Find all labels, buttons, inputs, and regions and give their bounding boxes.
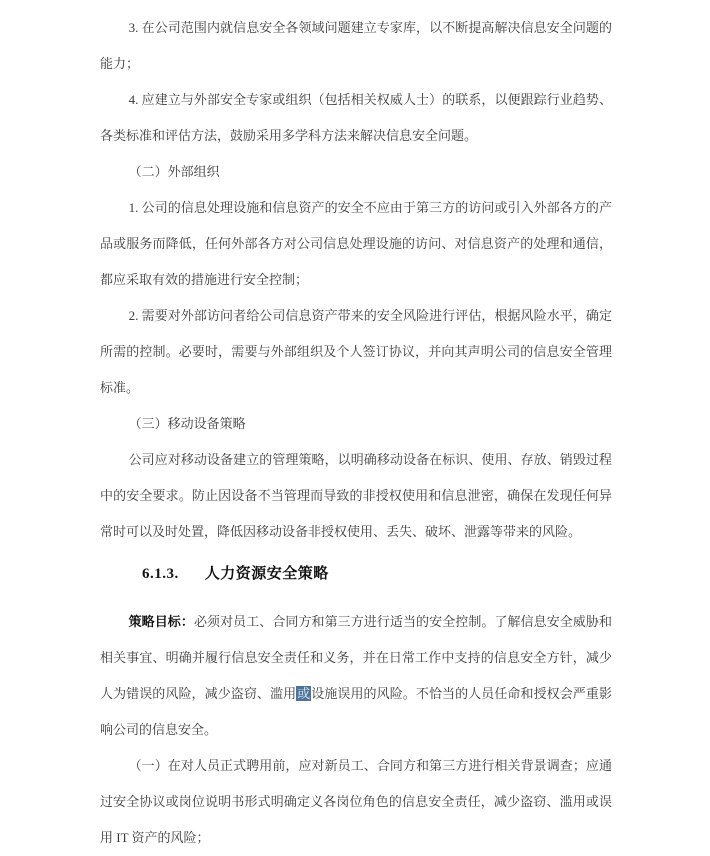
paragraph-strategy-goal — [100, 604, 612, 748]
subsection-label-mobile-device-policy: （三）移动设备策略 — [128, 416, 246, 431]
section-heading — [142, 556, 612, 592]
subsection-label-external-organization: （二）外部组织 — [128, 164, 220, 179]
paragraph-external-experts: 4. 应建立与外部安全专家或组织（包括相关权威人士）的联系，以便跟踪行业趋势、各类标准和评估方法，鼓励采用多学科方法来解决信息安全问题。 — [100, 92, 612, 143]
selected-text[interactable]: 或 — [297, 686, 311, 701]
section-heading-number: 6.1.3. — [142, 566, 179, 582]
strategy-goal-lead-label: 策略目标： — [128, 614, 194, 629]
section-heading-title: 人力资源安全策略 — [204, 566, 329, 582]
strategy-goal-text-after-selection: 设施误用的风险。不恰当的人员任命和授权会严重影响公司的信息安全。 — [100, 686, 612, 737]
paragraph-background-check: （一）在对人员正式聘用前，应对新员工、合同方和第三方进行相关背景调查；应通过安全协议或岗位说明书形式明确定义各岗位角色的信息安全责任，减少盗窃、滥用或误用 IT 资产的风险； — [100, 758, 612, 845]
paragraph-expert-pool: 3. 在公司范围内就信息安全各领域问题建立专家库，以不断提高解决信息安全问题的能力； — [100, 20, 612, 71]
strategy-goal-text-before-selection: 必须对员工、合同方和第三方进行适当的安全控制。了解信息安全威胁和相关事宜、明确并履行信息安全责任和义务，并在日常工作中支持的信息安全方针，减少人为错误的风险，减少盗窃、滥用 — [100, 614, 612, 701]
paragraph-mobile-device-management: 公司应对移动设备建立的管理策略，以明确移动设备在标识、使用、存放、销毁过程中的安全要求。防止因设备不当管理而导致的非授权使用和信息泄密，确保在发现任何异常时可以及时处置，降低因移动设备非授权使用、丢失、破坏、泄露等带来的风险。 — [100, 452, 612, 539]
paragraph-risk-assessment: 2. 需要对外部访问者给公司信息资产带来的安全风险进行评估，根据风险水平，确定所需的控制。必要时，需要与外部组织及个人签订协议，并向其声明公司的信息安全管理标准。 — [100, 308, 612, 395]
paragraph-third-party-access: 1. 公司的信息处理设施和信息资产的安全不应由于第三方的访问或引入外部各方的产品或服务而降低，任何外部各方对公司信息处理设施的访问、对信息资产的处理和通信，都应采取有效的措施进行安全控制； — [100, 200, 612, 287]
